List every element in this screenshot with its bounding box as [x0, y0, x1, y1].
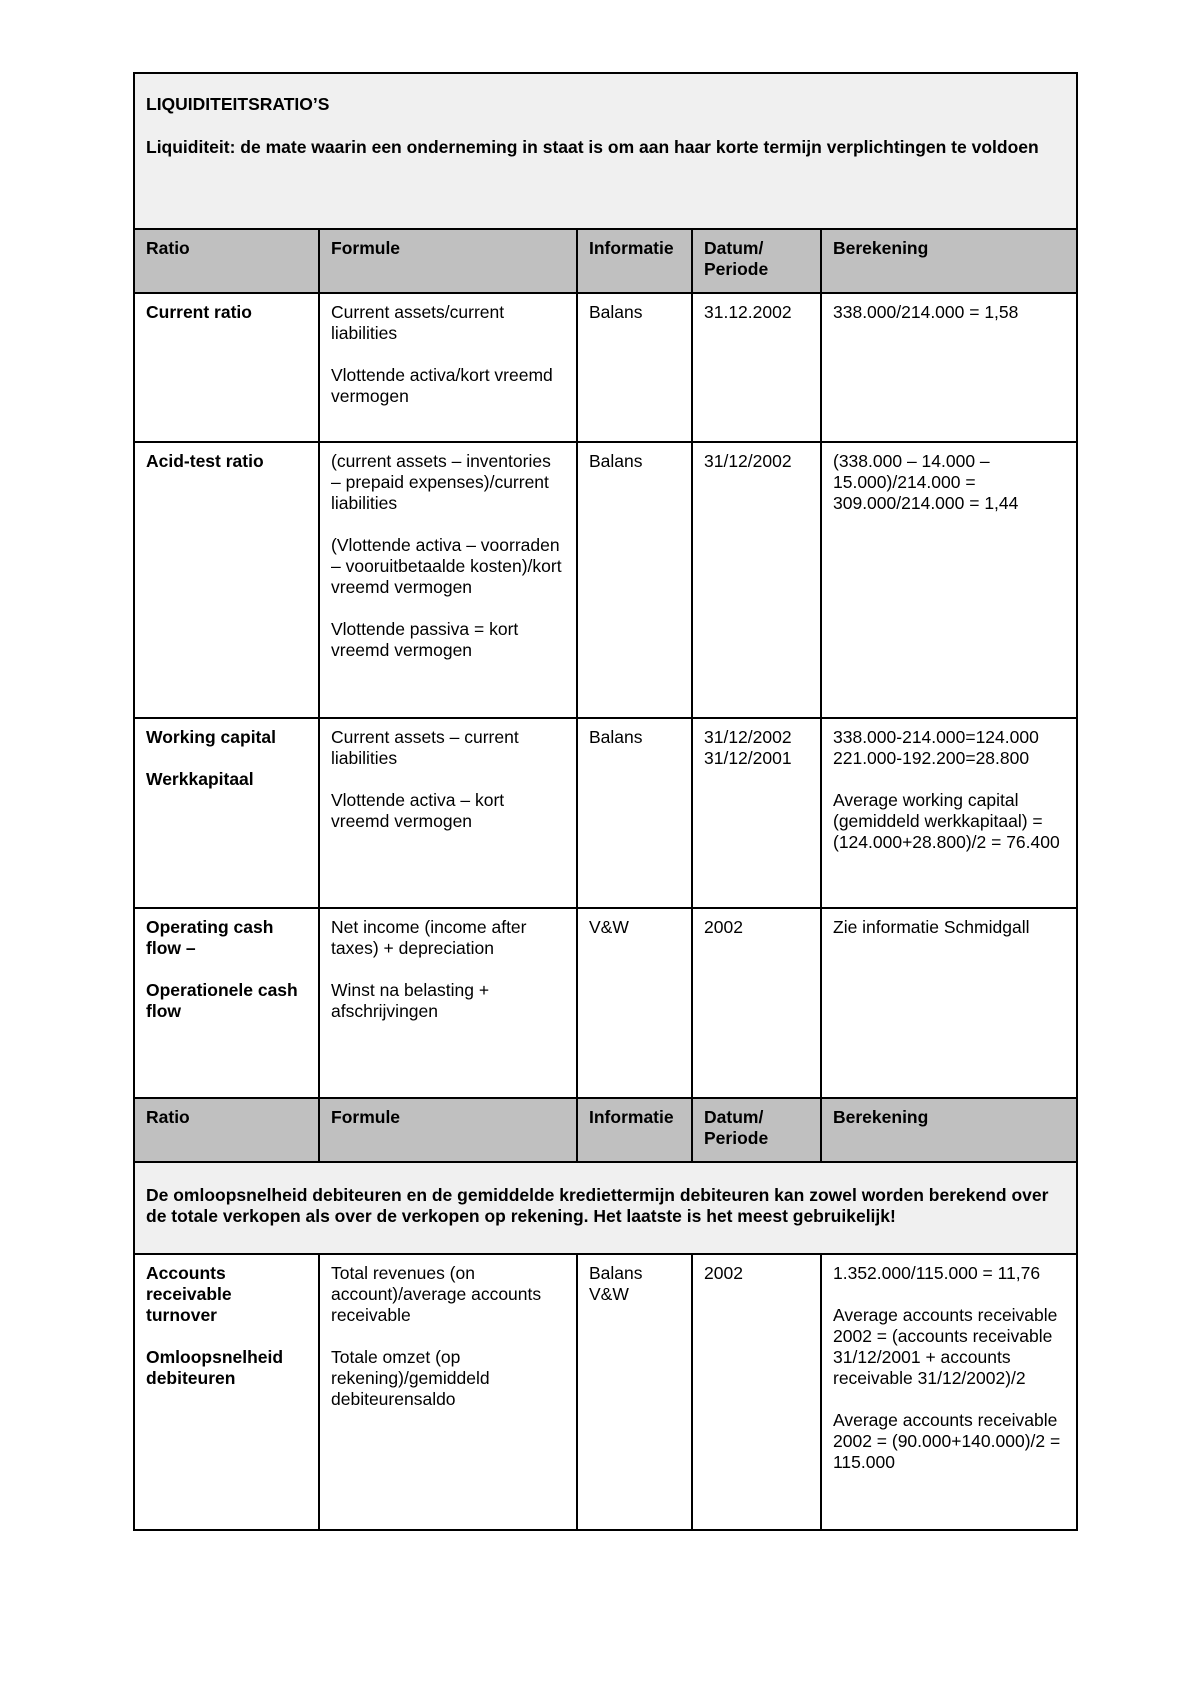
header-informatie: Informatie	[577, 229, 692, 293]
header-berekening: Berekening	[821, 229, 1077, 293]
berekening-cell: Zie informatie Schmidgall	[821, 908, 1077, 1098]
informatie-cell: Balans	[577, 293, 692, 442]
ratio-cell: Current ratio	[134, 293, 319, 442]
header-row-repeat	[134, 1098, 1077, 1162]
ratio-cell: Acid-test ratio	[134, 442, 319, 718]
berekening-cell: 338.000/214.000 = 1,58	[821, 293, 1077, 442]
formule-cell: Current assets – current liabilities Vlottende activa – kort vreemd vermogen	[319, 718, 577, 908]
header-informatie: Informatie	[577, 1098, 692, 1162]
note-cell: De omloopsnelheid debiteuren en de gemiddelde krediettermijn debiteuren kan zowel worden berekend over de totale verkopen als over de verkopen op rekening. Het laatste is het meest gebruikelijk!	[134, 1162, 1077, 1254]
formule-cell: Net income (income after taxes) + depreciation Winst na belasting + afschrijvingen	[319, 908, 577, 1098]
header-formule: Formule	[319, 1098, 577, 1162]
page-title: LIQUIDITEITSRATIO’S	[146, 94, 330, 114]
header-ratio: Ratio	[134, 229, 319, 293]
liquidity-ratios-table	[133, 72, 1078, 1531]
berekening-cell: 338.000-214.000=124.000 221.000-192.200=28.800 Average working capital (gemiddeld werkkapitaal) = (124.000+28.800)/2 = 76.400	[821, 718, 1077, 908]
table-row	[134, 908, 1077, 1098]
table-row	[134, 293, 1077, 442]
header-row	[134, 229, 1077, 293]
header-formule: Formule	[319, 229, 577, 293]
header-berekening: Berekening	[821, 1098, 1077, 1162]
datum-cell: 31.12.2002	[692, 293, 821, 442]
datum-cell: 31/12/2002	[692, 442, 821, 718]
informatie-cell: Balans	[577, 442, 692, 718]
informatie-cell: V&W	[577, 908, 692, 1098]
datum-cell: 31/12/2002 31/12/2001	[692, 718, 821, 908]
formule-cell: Current assets/current liabilities Vlottende activa/kort vreemd vermogen	[319, 293, 577, 442]
datum-cell: 2002	[692, 1254, 821, 1530]
berekening-cell: (338.000 – 14.000 – 15.000)/214.000 = 309.000/214.000 = 1,44	[821, 442, 1077, 718]
formule-cell: (current assets – inventories – prepaid expenses)/current liabilities (Vlottende activa – voorraden – vooruitbetaalde kosten)/kort vreemd vermogen Vlottende passiva = kort vreemd vermogen	[319, 442, 577, 718]
ratio-cell: Accounts receivable turnover Omloopsnelheid debiteuren	[134, 1254, 319, 1530]
liquidity-definition: Liquiditeit: de mate waarin een onderneming in staat is om aan haar korte termijn verplichtingen te voldoen	[146, 137, 1039, 157]
informatie-cell: Balans V&W	[577, 1254, 692, 1530]
header-datum: Datum/ Periode	[692, 229, 821, 293]
table-row	[134, 718, 1077, 908]
datum-cell: 2002	[692, 908, 821, 1098]
informatie-cell: Balans	[577, 718, 692, 908]
header-ratio: Ratio	[134, 1098, 319, 1162]
berekening-cell: 1.352.000/115.000 = 11,76 Average accounts receivable 2002 = (accounts receivable 31/12/2001 + accounts receivable 31/12/2002)/2 Average accounts receivable 2002 = (90.000+140.000)/2 = 115.000	[821, 1254, 1077, 1530]
ratio-cell: Working capital Werkkapitaal	[134, 718, 319, 908]
title-cell	[134, 73, 1077, 229]
table-row	[134, 442, 1077, 718]
ratio-cell: Operating cash flow – Operationele cash flow	[134, 908, 319, 1098]
table-row	[134, 1254, 1077, 1530]
formule-cell: Total revenues (on account)/average accounts receivable Totale omzet (op rekening)/gemiddeld debiteurensaldo	[319, 1254, 577, 1530]
header-datum: Datum/ Periode	[692, 1098, 821, 1162]
